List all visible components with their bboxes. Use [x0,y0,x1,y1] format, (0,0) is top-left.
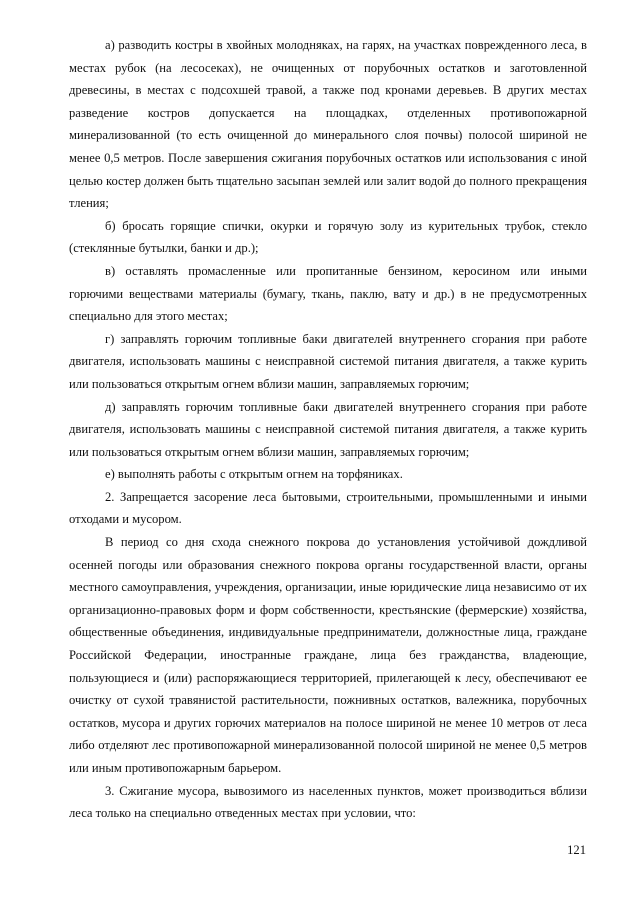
paragraph-clearing-obligation: В период со дня схода снежного покрова до установления устойчивой дождливой осенней погоды или образования снежного покрова органы государственной власти, органы местного самоуправления, учреждения, организации, иные юридические лица независимо от их организационно-правовых форм и форм собственности, крестьянские (фермерские) хозяйства, общественные объединения, индивидуальные предприниматели, должностные лица, граждане Российской Федерации, иностранные граждане, лица без гражданства, владеющие, пользующиеся и (или) распоряжающиеся территорией, прилегающей к лесу, обеспечивают ее очистку от сухой травянистой растительности, пожнивных остатков, валежника, порубочных остатков, мусора и других горючих материалов на полосе шириной не менее 10 метров от леса либо отделяют лес противопожарной минерализованной полосой шириной не менее 0,5 метров или иным противопожарным барьером. [69,535,587,775]
paragraph-item-g: г) заправлять горючим топливные баки двигателей внутреннего сгорания при работе двигателя, использовать машины с неисправной системой питания двигателя, а также курить или пользоваться открытым огнем вблизи машин, заправляемых горючим; [69,331,587,391]
document-page [69,34,587,825]
page-number: 121 [567,843,586,857]
paragraph-item-d: д) заправлять горючим топливные баки двигателей внутреннего сгорания при работе двигателя, использовать машины с неисправной системой питания двигателя, а также курить или пользоваться открытым огнем вблизи машин, заправляемых горючим; [69,399,587,459]
paragraph-item-a: а) разводить костры в хвойных молодняках, на гарях, на участках поврежденного леса, в местах рубок (на лесосеках), не очищенных от порубочных остатков и заготовленной древесины, в местах с подсохшей травой, а также под кронами деревьев. В других местах разведение костров допускается на площадках, отделенных противопожарной минерализованной (то есть очищенной до минерального слоя почвы) полосой шириной не менее 0,5 метров. После завершения сжигания порубочных остатков или использования с иной целью костер должен быть тщательно засыпан землей или залит водой до полного прекращения тления; [69,38,587,211]
paragraph-clause-3: 3. Сжигание мусора, вывозимого из населенных пунктов, может производиться вблизи леса только на специально отведенных местах при условии, что: [69,783,587,821]
paragraph-clause-2: 2. Запрещается засорение леса бытовыми, строительными, промышленными и иными отходами и мусором. [69,489,587,527]
paragraph-item-b: б) бросать горящие спички, окурки и горячую золу из курительных трубок, стекло (стеклянные бутылки, банки и др.); [69,218,587,256]
paragraph-item-v: в) оставлять промасленные или пропитанные бензином, керосином или иными горючими веществами материалы (бумагу, ткань, паклю, вату и др.) в не предусмотренных специально для этого местах; [69,263,587,324]
paragraph-item-e: е) выполнять работы с открытым огнем на торфяниках. [105,467,403,482]
